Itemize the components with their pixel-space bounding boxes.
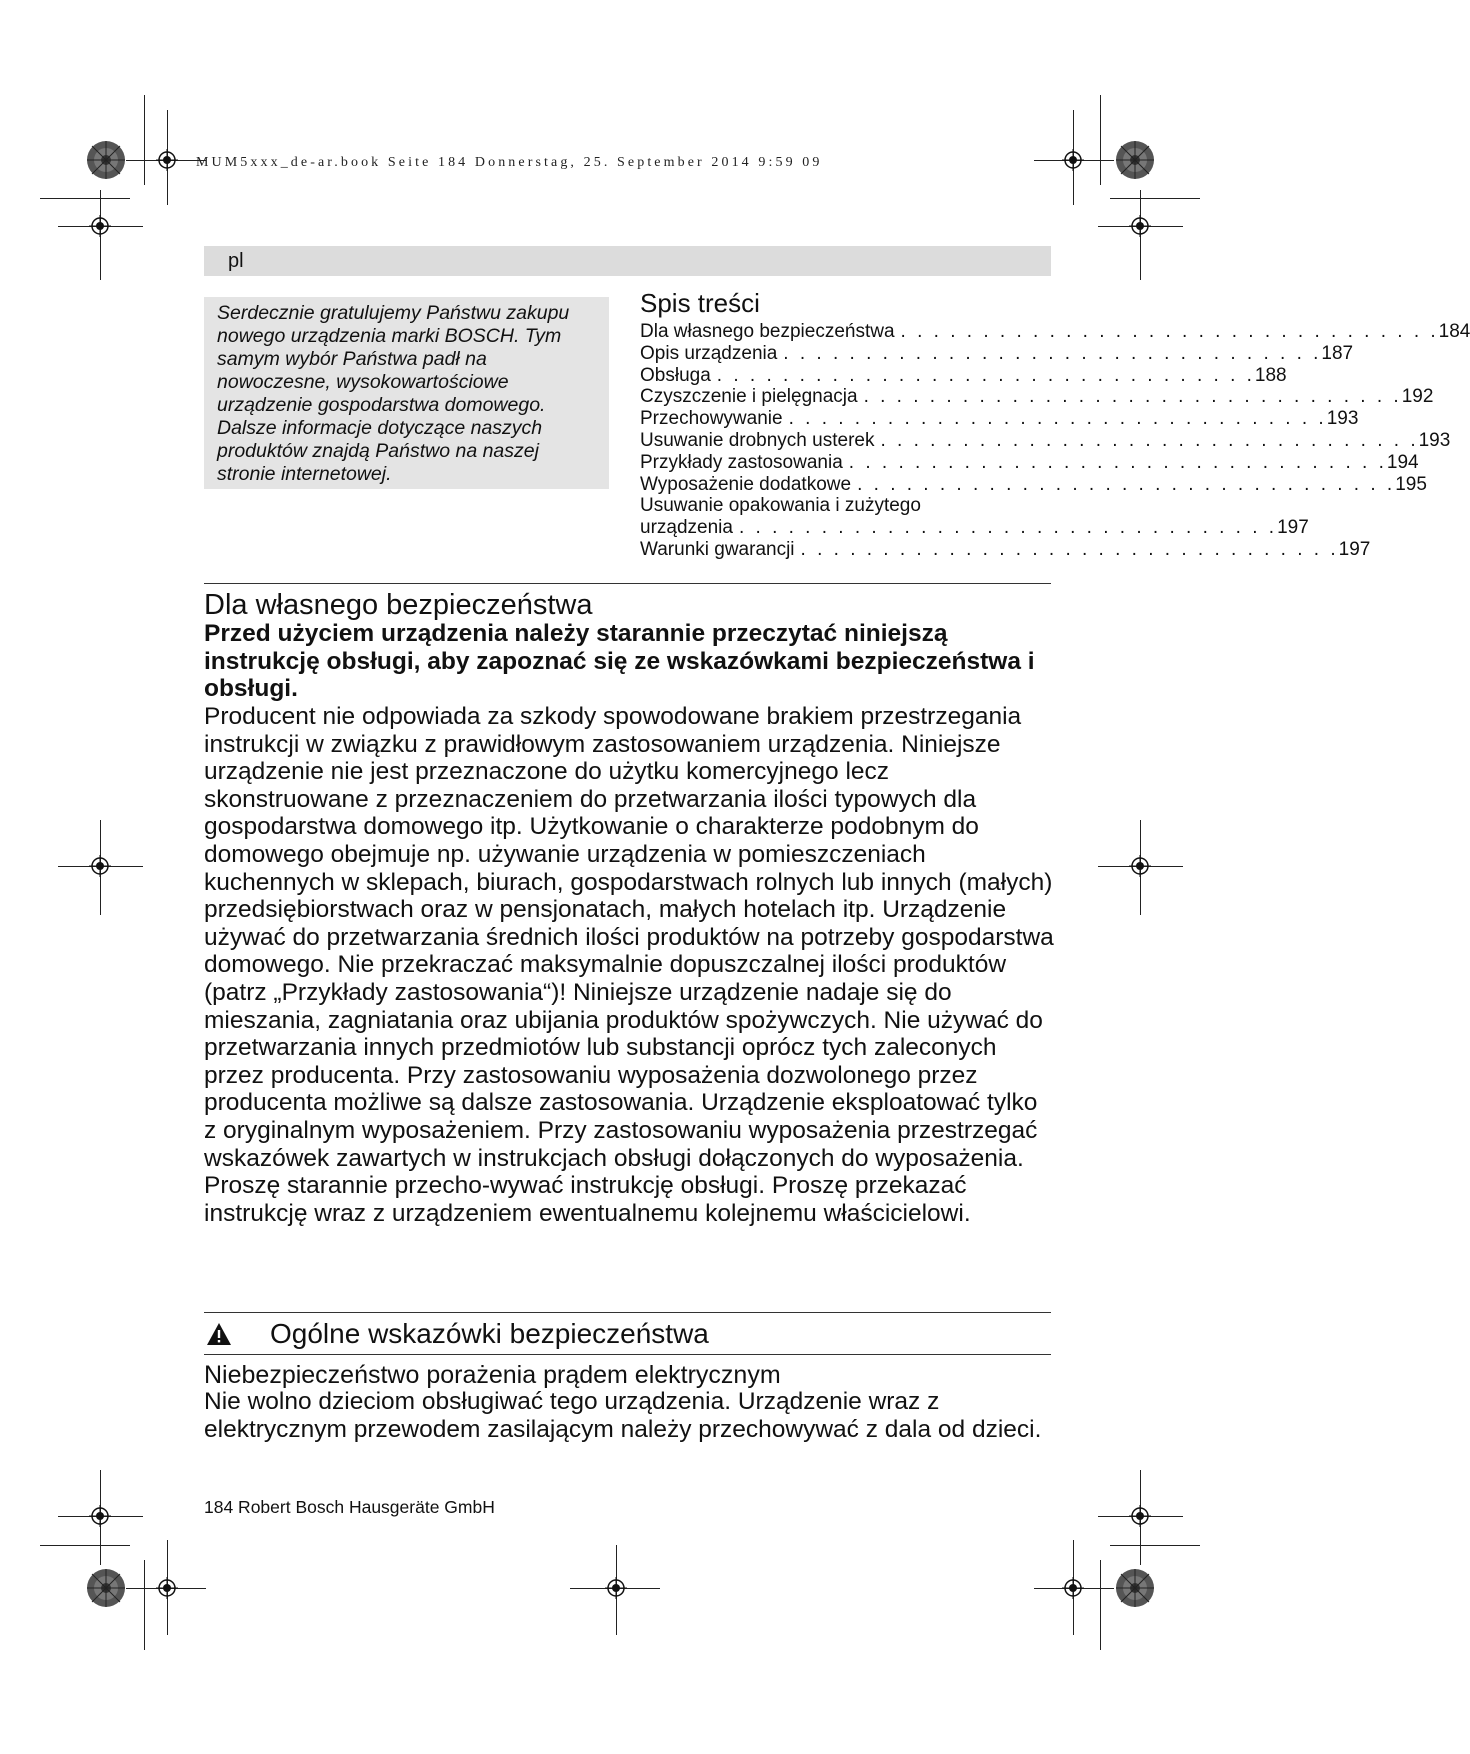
language-bar	[204, 246, 1051, 276]
toc-item-page: 184	[1438, 321, 1470, 342]
warning-triangle-icon	[206, 1322, 232, 1346]
toc-item-label: Usuwanie opakowania i zużytego	[640, 495, 921, 517]
section-title: Dla własnego bezpieczeństwa	[204, 589, 593, 621]
electric-shock-text: Nie wolno dzieciom obsługiwać tego urządzenia. Urządzenie wraz z elektrycznym przewodem zasilającym należy przechowywać z dala od dzieci.	[204, 1388, 1042, 1443]
registration-mark-icon	[1129, 855, 1151, 877]
toc-item: urządzenia . . . . . . . . . . . . . . . . . . . . . . . . . . . . . . . . . 197	[640, 517, 1309, 539]
intro-text: Serdecznie gratulujemy Państwu zakupu nowego urządzenia marki BOSCH. Tym samym wybór Państwa padł na nowoczesne, wysokowartościowe urządzenie gospodarstwa domowego. Dalsze informacje dotyczące naszych produktów znajdą Państwo na naszej stronie internetowej.	[217, 302, 570, 485]
registration-mark-icon	[89, 1505, 111, 1527]
language-tag: pl	[228, 250, 244, 272]
toc-item-label: Opis urządzenia	[640, 342, 778, 364]
toc-item-label: Warunki gwarancji	[640, 538, 795, 560]
toc-item: Usuwanie drobnych usterek . . . . . . . . . . . . . . . . . . . . . . . . . . . . . . . . . 193	[640, 429, 1451, 451]
safety-lead: Przed użyciem urządzenia należy starannie przeczytać niniejszą instrukcję obsługi, aby zapoznać się ze wskazówkami bezpieczeństwa i obsługi.	[204, 620, 1035, 703]
color-rosette-icon	[86, 140, 126, 180]
toc-item: Przechowywanie . . . . . . . . . . . . . . . . . . . . . . . . . . . . . . . . . 193	[640, 408, 1359, 430]
toc-item-label: Wyposażenie dodatkowe	[640, 473, 852, 495]
toc-item-label: urządzenia	[640, 517, 733, 539]
registration-mark-icon	[89, 855, 111, 877]
toc-item-page: 197	[1277, 517, 1309, 539]
toc-item-wrapped-line	[640, 495, 1052, 517]
registration-mark-icon	[605, 1577, 627, 1599]
registration-mark-icon	[156, 149, 178, 171]
registration-mark-icon	[1062, 1577, 1084, 1599]
toc-item: Obsługa . . . . . . . . . . . . . . . . . . . . . . . . . . . . . . . . . 188	[640, 364, 1287, 386]
section-divider	[204, 1354, 1051, 1355]
toc-title: Spis treści	[640, 288, 760, 318]
toc-item-page: 187	[1321, 342, 1354, 364]
toc-item-page: 188	[1254, 364, 1287, 386]
toc-item-page: 193	[1326, 408, 1359, 430]
toc-item-page: 194	[1386, 451, 1419, 473]
toc-item-page: 192	[1401, 386, 1434, 408]
toc-item: Dla własnego bezpieczeństwa . . . . . . . . . . . . . . . . . . . . . . . . . . . . . . . . . 184	[640, 321, 1470, 342]
toc-item: Czyszczenie i pielęgnacja . . . . . . . . . . . . . . . . . . . . . . . . . . . . . . . . . 192	[640, 386, 1434, 408]
intro-box	[204, 297, 609, 489]
toc-item-label: Przykłady zastosowania	[640, 451, 843, 473]
toc-item-label: Przechowywanie	[640, 408, 783, 430]
print-header: MUM5xxx_de-ar.book Seite 184 Donnerstag, 25. September 2014 9:59 09	[196, 155, 823, 170]
toc-item: Opis urządzenia . . . . . . . . . . . . . . . . . . . . . . . . . . . . . . . . . 187	[640, 342, 1354, 364]
safety-body: Producent nie odpowiada za szkody spowodowane brakiem przestrzegania instrukcji w związku z prawidłowym zastosowaniem urządzenia. Niniejsze urządzenie nie jest przeznaczone do użytku komercyjnego lecz skonstruowane z przeznaczeniem do przetwarzania ilości typowych dla gospodarstwa domowego itp. Użytkowanie o charakterze podobnym do domowego obejmuje np. używanie urządzenia w pomieszczeniach kuchennych w sklepach, biurach, gospodarstwach rolnych lub innych (małych) przedsiębiorstwach oraz w pensjonatach, małych hotelach itp. Urządzenie używać do przetwarzania średnich ilości produktów na potrzeby gospodarstwa domowego. Nie przekraczać maksymalnie dopuszczalnej ilości produktów (patrz „Przykłady zastosowania“)! Niniejsze urządzenie nadaje się do mieszania, zagniatania oraz ubijania produktów spożywczych. Nie używać do przetwarzania innych przedmiotów lub substancji oprócz tych zaleconych przez producenta. Przy zastosowaniu wyposażenia dozwolonego przez producenta możliwe są dalsze zastosowania. Urządzenie eksploatować tylko z oryginalnym wyposażeniem. Przy zastosowaniu wyposażenia przestrzegać wskazówek zawartych w instrukcjach obsługi dołączonych do wyposażenia. Proszę starannie przecho-wywać instrukcję obsługi. Proszę przekazać instrukcję wraz z urządzeniem ewentualnemu kolejnemu właścicielowi.	[204, 703, 1054, 1227]
section-divider	[204, 583, 1051, 584]
toc-item: Przykłady zastosowania . . . . . . . . . . . . . . . . . . . . . . . . . . . . . . . . . 194	[640, 451, 1419, 473]
toc-item: Wyposażenie dodatkowe . . . . . . . . . . . . . . . . . . . . . . . . . . . . . . . . . 195	[640, 473, 1427, 495]
toc-item-label: Dla własnego bezpieczeństwa	[640, 321, 895, 342]
toc-item-label: Usuwanie drobnych usterek	[640, 429, 875, 451]
registration-mark-icon	[1129, 215, 1151, 237]
registration-mark-icon	[1129, 1505, 1151, 1527]
registration-mark-icon	[156, 1577, 178, 1599]
toc-item-page: 193	[1418, 429, 1451, 451]
toc-item-page: 195	[1395, 473, 1427, 495]
toc-item: Warunki gwarancji . . . . . . . . . . . . . . . . . . . . . . . . . . . . . . . . . 197	[640, 538, 1371, 560]
table-of-contents	[640, 287, 1470, 561]
toc-item-label: Czyszczenie i pielęgnacja	[640, 386, 858, 408]
general-safety-title: Ogólne wskazówki bezpieczeństwa	[270, 1318, 709, 1349]
color-rosette-icon	[86, 1568, 126, 1608]
page-footer: 184 Robert Bosch Hausgeräte GmbH	[204, 1497, 495, 1517]
section-divider	[204, 1312, 1051, 1313]
color-rosette-icon	[1115, 140, 1155, 180]
electric-shock-title: Niebezpieczeństwo porażenia prądem elektrycznym	[204, 1361, 781, 1389]
color-rosette-icon	[1115, 1568, 1155, 1608]
registration-mark-icon	[1062, 149, 1084, 171]
toc-item-label: Obsługa	[640, 364, 711, 386]
toc-item-page: 197	[1338, 538, 1371, 560]
registration-mark-icon	[89, 215, 111, 237]
